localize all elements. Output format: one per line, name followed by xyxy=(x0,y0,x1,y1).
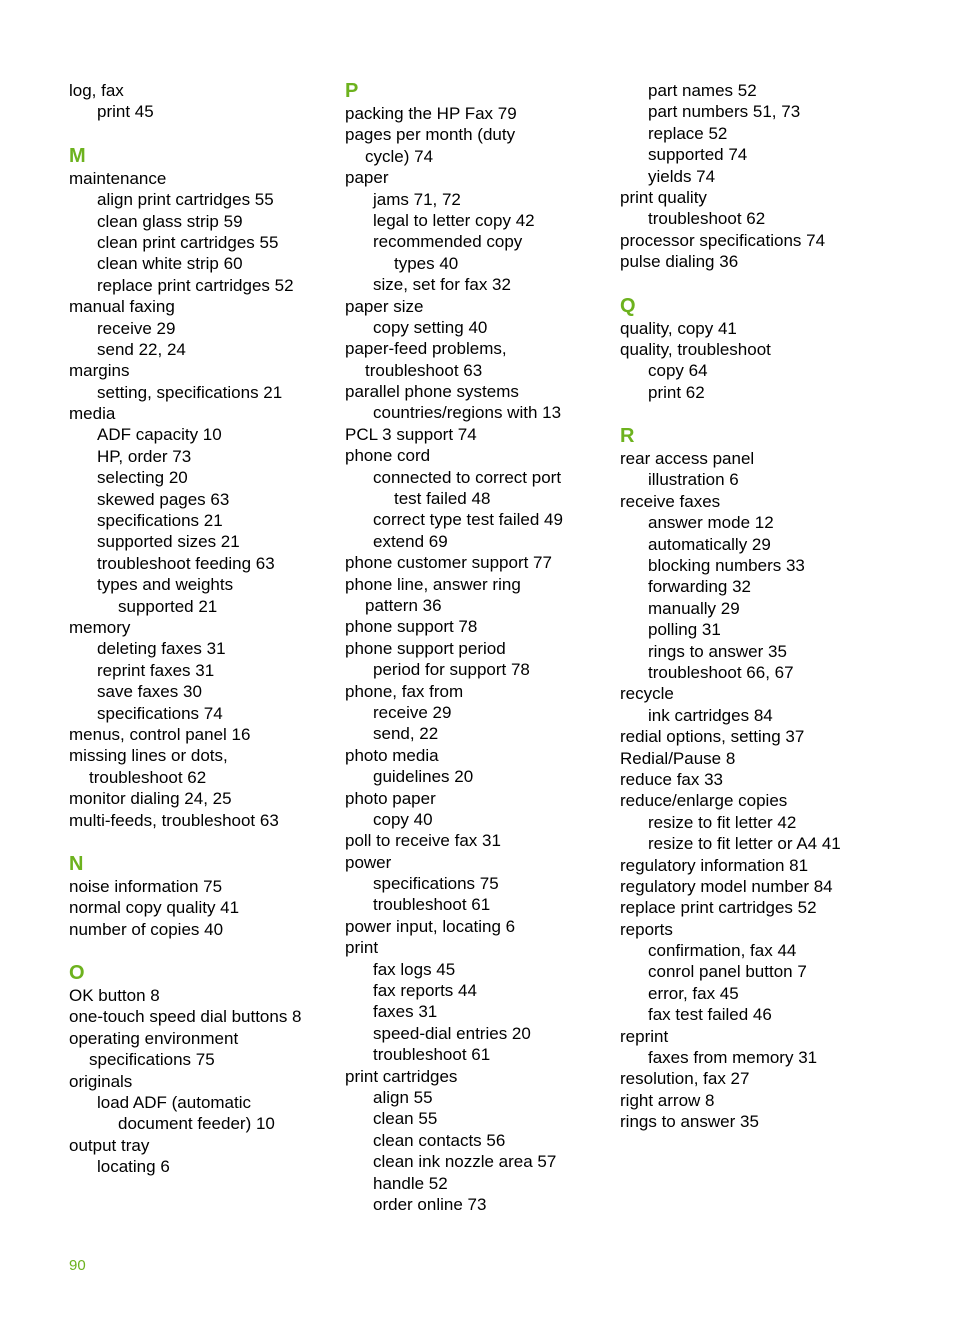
index-entry: Redial/Pause 8 xyxy=(620,748,736,768)
section-letter-r: R xyxy=(620,425,635,448)
index-subentry: troubleshoot 63 xyxy=(365,360,483,380)
index-subentry: legal to letter copy 42 xyxy=(373,210,535,230)
index-section-m xyxy=(69,168,329,831)
index-section-o xyxy=(69,985,329,1178)
section-letter-q: Q xyxy=(620,294,636,317)
index-subentry: connected to correct port xyxy=(373,467,562,487)
index-subentry: replace 52 xyxy=(648,123,728,143)
index-subentry: test failed 48 xyxy=(394,489,491,509)
index-entry: manual faxing xyxy=(69,297,175,317)
index-entry: phone cord xyxy=(345,446,431,466)
index-subentry: countries/regions with 13 xyxy=(373,403,562,423)
index-subentry: period for support 78 xyxy=(373,660,530,680)
index-subentry: manually 29 xyxy=(648,598,740,618)
index-entry: missing lines or dots, xyxy=(69,746,228,766)
index-subentry: troubleshoot 62 xyxy=(89,767,207,787)
index-entry: maintenance xyxy=(69,168,167,188)
index-subentry: clean ink nozzle area 57 xyxy=(373,1152,557,1172)
index-subentry: specifications 75 xyxy=(373,874,499,894)
index-column-2 xyxy=(345,80,605,1215)
index-entry: quality, copy 41 xyxy=(620,318,737,338)
index-entry: number of copies 40 xyxy=(69,919,224,939)
index-section-p xyxy=(345,103,605,1215)
index-subentry: answer mode 12 xyxy=(648,513,774,533)
index-subentry: blocking numbers 33 xyxy=(648,556,805,576)
index-subentry: troubleshoot 62 xyxy=(648,209,766,229)
index-entry: paper size xyxy=(345,296,424,316)
index-subentry: copy setting 40 xyxy=(373,317,488,337)
index-section-q xyxy=(620,318,920,404)
index-subentry: send 22, 24 xyxy=(97,339,186,359)
index-subentry: clean glass strip 59 xyxy=(97,211,243,231)
index-subentry: confirmation, fax 44 xyxy=(648,941,797,961)
index-entry: print quality xyxy=(620,187,707,207)
index-entry: originals xyxy=(69,1071,133,1091)
index-subentry: resize to fit letter or A4 41 xyxy=(648,834,841,854)
index-subentry: troubleshoot 61 xyxy=(373,1045,491,1065)
index-subentry: ADF capacity 10 xyxy=(97,425,222,445)
index-subentry: resize to fit letter 42 xyxy=(648,812,797,832)
index-entry: regulatory information 81 xyxy=(620,855,809,875)
index-entry: phone support period xyxy=(345,638,506,658)
index-entry: recycle xyxy=(620,684,674,704)
index-entry: paper-feed problems, xyxy=(345,339,507,359)
index-entry: rear access panel xyxy=(620,449,755,469)
index-entry: parallel phone systems xyxy=(345,382,519,402)
index-subentry: recommended copy xyxy=(373,232,523,252)
index-subentry: fax logs 45 xyxy=(373,959,456,979)
index-subentry: yields 74 xyxy=(648,166,716,186)
index-entry: phone, fax from xyxy=(345,681,464,701)
index-entry: rings to answer 35 xyxy=(620,1112,759,1132)
index-subentry: faxes from memory 31 xyxy=(648,1048,818,1068)
index-subentry: cycle) 74 xyxy=(365,146,434,166)
index-subentry: troubleshoot 66, 67 xyxy=(648,662,794,682)
index-subentry: polling 31 xyxy=(648,620,721,640)
index-entry: monitor dialing 24, 25 xyxy=(69,789,232,809)
index-section-n xyxy=(69,876,329,940)
index-subentry: forwarding 32 xyxy=(648,577,752,597)
index-subentry: align 55 xyxy=(373,1087,433,1107)
index-subentry: clean 55 xyxy=(373,1109,438,1129)
index-section-r xyxy=(620,448,920,1133)
index-subentry: fax reports 44 xyxy=(373,981,477,1001)
index-subentry: clean print cartridges 55 xyxy=(97,232,279,252)
index-subentry: receive 29 xyxy=(373,702,452,722)
index-subentry: print 62 xyxy=(648,382,705,402)
index-subentry: supported 74 xyxy=(648,145,748,165)
index-entry: print cartridges xyxy=(345,1066,458,1086)
index-entry: right arrow 8 xyxy=(620,1090,715,1110)
index-subentry: correct type test failed 49 xyxy=(373,510,563,530)
index-subentry: receive 29 xyxy=(97,318,176,338)
index-subentry: align print cartridges 55 xyxy=(97,190,274,210)
index-entry: normal copy quality 41 xyxy=(69,898,240,918)
index-entry: reprint xyxy=(620,1026,669,1046)
index-subentry: HP, order 73 xyxy=(97,446,192,466)
index-subentry: types 40 xyxy=(394,253,459,273)
index-subentry: save faxes 30 xyxy=(97,682,202,702)
index-subentry: supported 21 xyxy=(118,596,218,616)
index-subentry: jams 71, 72 xyxy=(373,189,461,209)
index-subentry: extend 69 xyxy=(373,531,448,551)
index-entry: phone support 78 xyxy=(345,617,478,637)
index-entry: print xyxy=(345,938,379,958)
index-entry: resolution, fax 27 xyxy=(620,1069,750,1089)
index-entry: photo paper xyxy=(345,788,436,808)
index-block-log-fax xyxy=(69,80,329,123)
index-entry: memory xyxy=(69,617,131,637)
index-subentry: fax test failed 46 xyxy=(648,1005,772,1025)
index-entry: regulatory model number 84 xyxy=(620,876,833,896)
index-entry: noise information 75 xyxy=(69,876,223,896)
section-letter-o: O xyxy=(69,962,85,985)
index-entry: quality, troubleshoot xyxy=(620,339,771,359)
index-block-print-cartridges-cont xyxy=(620,80,920,273)
index-subentry: load ADF (automatic xyxy=(97,1093,252,1113)
index-subentry: deleting faxes 31 xyxy=(97,639,226,659)
index-entry: receive faxes xyxy=(620,491,721,511)
index-subentry: troubleshoot feeding 63 xyxy=(97,553,275,573)
index-subentry: print 45 xyxy=(97,102,154,122)
index-subentry: reprint faxes 31 xyxy=(97,660,215,680)
index-entry: replace print cartridges 52 xyxy=(620,898,817,918)
section-letter-n: N xyxy=(69,852,84,875)
index-subentry: skewed pages 63 xyxy=(97,489,230,509)
index-subentry: troubleshoot 61 xyxy=(373,895,491,915)
index-entry: power input, locating 6 xyxy=(345,916,516,936)
index-entry: paper xyxy=(345,168,389,188)
index-subentry: specifications 74 xyxy=(97,703,223,723)
index-subentry: faxes 31 xyxy=(373,1002,438,1022)
index-subentry: supported sizes 21 xyxy=(97,532,240,552)
index-entry: log, fax xyxy=(69,81,124,100)
section-letter-p: P xyxy=(345,80,359,102)
index-entry: output tray xyxy=(69,1135,150,1155)
index-entry: reports xyxy=(620,919,673,939)
section-letter-m: M xyxy=(69,144,86,167)
index-entry: PCL 3 support 74 xyxy=(345,424,477,444)
index-subentry: replace print cartridges 52 xyxy=(97,275,294,295)
index-entry: media xyxy=(69,404,116,424)
index-subentry: specifications 21 xyxy=(97,511,223,531)
index-subentry: part names 52 xyxy=(648,81,757,100)
index-entry: phone customer support 77 xyxy=(345,553,552,573)
index-subentry: order online 73 xyxy=(373,1194,487,1214)
index-subentry: setting, specifications 21 xyxy=(97,382,283,402)
index-column-1 xyxy=(69,80,329,1178)
index-subentry: guidelines 20 xyxy=(373,767,474,787)
index-subentry: specifications 75 xyxy=(89,1050,215,1070)
index-entry: power xyxy=(345,852,392,872)
index-subentry: conrol panel button 7 xyxy=(648,962,807,982)
index-entry: poll to receive fax 31 xyxy=(345,831,501,851)
index-subentry: rings to answer 35 xyxy=(648,641,787,661)
index-subentry: send, 22 xyxy=(373,724,439,744)
index-subentry: ink cartridges 84 xyxy=(648,705,773,725)
index-entry: menus, control panel 16 xyxy=(69,724,251,744)
index-subentry: selecting 20 xyxy=(97,468,188,488)
index-column-3 xyxy=(620,80,920,1133)
index-subentry: copy 64 xyxy=(648,361,708,381)
index-entry: redial options, setting 37 xyxy=(620,727,805,747)
index-subentry: error, fax 45 xyxy=(648,983,739,1003)
index-subentry: pattern 36 xyxy=(365,595,442,615)
index-entry: margins xyxy=(69,361,130,381)
page-number: 90 xyxy=(69,1257,86,1274)
index-entry: reduce fax 33 xyxy=(620,769,724,789)
index-entry: processor specifications 74 xyxy=(620,230,826,250)
index-subentry: illustration 6 xyxy=(648,470,739,490)
index-subentry: document feeder) 10 xyxy=(118,1114,275,1134)
index-subentry: copy 40 xyxy=(373,809,433,829)
index-subentry: locating 6 xyxy=(97,1157,170,1177)
index-subentry: speed-dial entries 20 xyxy=(373,1023,531,1043)
index-subentry: handle 52 xyxy=(373,1173,448,1193)
index-entry: packing the HP Fax 79 xyxy=(345,104,517,123)
index-entry: photo media xyxy=(345,745,439,765)
index-entry: pulse dialing 36 xyxy=(620,252,739,272)
index-entry: one-touch speed dial buttons 8 xyxy=(69,1007,302,1027)
index-entry: operating environment xyxy=(69,1028,239,1048)
index-subentry: automatically 29 xyxy=(648,534,771,554)
index-subentry: part numbers 51, 73 xyxy=(648,102,801,122)
index-entry: pages per month (duty xyxy=(345,125,516,145)
index-entry: multi-feeds, troubleshoot 63 xyxy=(69,810,279,830)
index-subentry: clean contacts 56 xyxy=(373,1130,506,1150)
index-subentry: clean white strip 60 xyxy=(97,254,243,274)
index-entry: reduce/enlarge copies xyxy=(620,791,788,811)
index-entry: phone line, answer ring xyxy=(345,574,521,594)
index-subentry: size, set for fax 32 xyxy=(373,275,511,295)
index-subentry: types and weights xyxy=(97,575,234,595)
index-entry: OK button 8 xyxy=(69,986,160,1006)
